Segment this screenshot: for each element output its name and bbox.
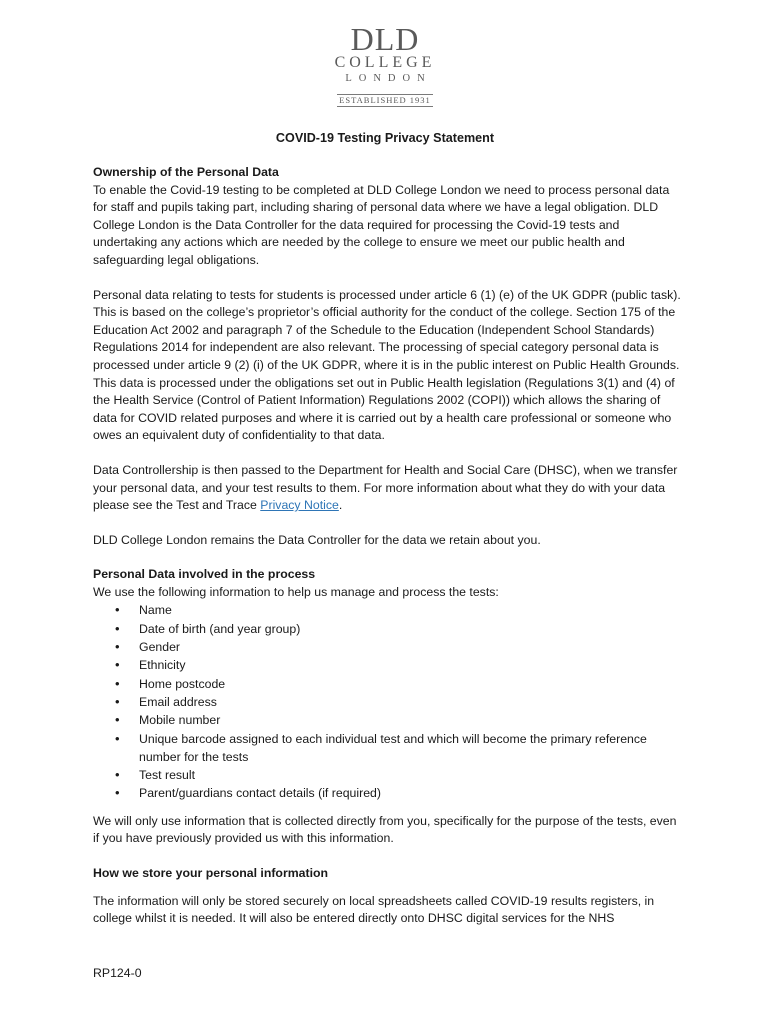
- personal-data-intro: We use the following information to help us manage and process the tests:: [93, 584, 499, 599]
- list-item: • Parent/guardians contact details (if required): [93, 784, 683, 802]
- logo-line-college: COLLEGE: [334, 54, 436, 71]
- controllership-text-end: .: [338, 498, 343, 513]
- heading-storage: How we store your personal information: [93, 865, 329, 880]
- list-item: • Gender: [93, 638, 683, 656]
- personal-data-closing: We will only use information that is collected directly from you, specifically for the purpose of the tests, even if you have previously provided us with this information.: [93, 813, 677, 846]
- logo-line-dld: DLD: [350, 21, 420, 57]
- list-item: • Test result: [93, 766, 683, 784]
- heading-ownership: Ownership of the Personal Data: [93, 165, 279, 179]
- document-reference: RP124-0: [93, 966, 142, 980]
- controllership-text: Data Controllership is then passed to the Department for Health and Social Care (DHSC), when we transfer your personal data, and your test results to them. For more information about what they do with your data please see the Test and Trace: [93, 462, 678, 513]
- paragraph-storage: The information will only be stored securely on local spreadsheets called COVID-19 results registers, in college whilst it is needed. It will also be entered directly onto DHSC digital services for the NHS: [93, 893, 655, 926]
- paragraph-ownership-1: To enable the Covid-19 testing to be completed at DLD College London we need to process personal data for staff and pupils taking part, including sharing of personal data where we have a legal obligation. DLD College London is the Data Controller for the data required for processing the Covid-19 tests and undertaking any actions which are needed by the college to ensure we meet our public health and safeguarding legal obligations.: [93, 182, 670, 267]
- list-item: • Name: [93, 601, 683, 619]
- paragraph-ownership-2: Personal data relating to tests for students is processed under article 6 (1) (e) of the UK GDPR (public task). This is based on the college’s proprietor’s official authority for the conduct of the college. Section 175 of the Education Act 2002 and paragraph 7 of the Schedule to the Education (Independent School Standards) Regulations 2014 for independent are also relevant. The processing of special category personal data is processed under article 9 (2) (i) of the UK GDPR, where it is in the public interest on Public Health Grounds. This data is processed under the obligations set out in Public Health legislation (Regulations 3(1) and (4) of the Health Service (Control of Patient Information) Regulations 2002 (COPI)) which allows the sharing of data for COVID related purposes and where it is carried out by a health care professional or someone who owes an equivalent duty of confidentiality to that data.: [93, 287, 681, 443]
- logo-established: ESTABLISHED 1931: [339, 95, 431, 105]
- paragraph-controllership: [93, 462, 683, 515]
- list-item: • Email address: [93, 693, 683, 711]
- heading-personal-data: Personal Data involved in the process: [93, 567, 316, 582]
- personal-data-list: [93, 601, 683, 802]
- document-body: [93, 164, 683, 928]
- paragraph-data-controller: DLD College London remains the Data Controller for the data we retain about you.: [93, 532, 541, 547]
- college-logo: [322, 21, 448, 108]
- list-item: • Mobile number: [93, 711, 683, 729]
- list-item: • Date of birth (and year group): [93, 620, 683, 638]
- list-item: • Home postcode: [93, 675, 683, 693]
- list-item: • Ethnicity: [93, 656, 683, 674]
- privacy-notice-link[interactable]: Privacy Notice: [260, 498, 339, 513]
- logo-line-london: LONDON: [345, 73, 432, 84]
- document-title: COVID-19 Testing Privacy Statement: [275, 131, 495, 145]
- list-item: • Unique barcode assigned to each individual test and which will become the primary reference number for the tests: [93, 730, 683, 767]
